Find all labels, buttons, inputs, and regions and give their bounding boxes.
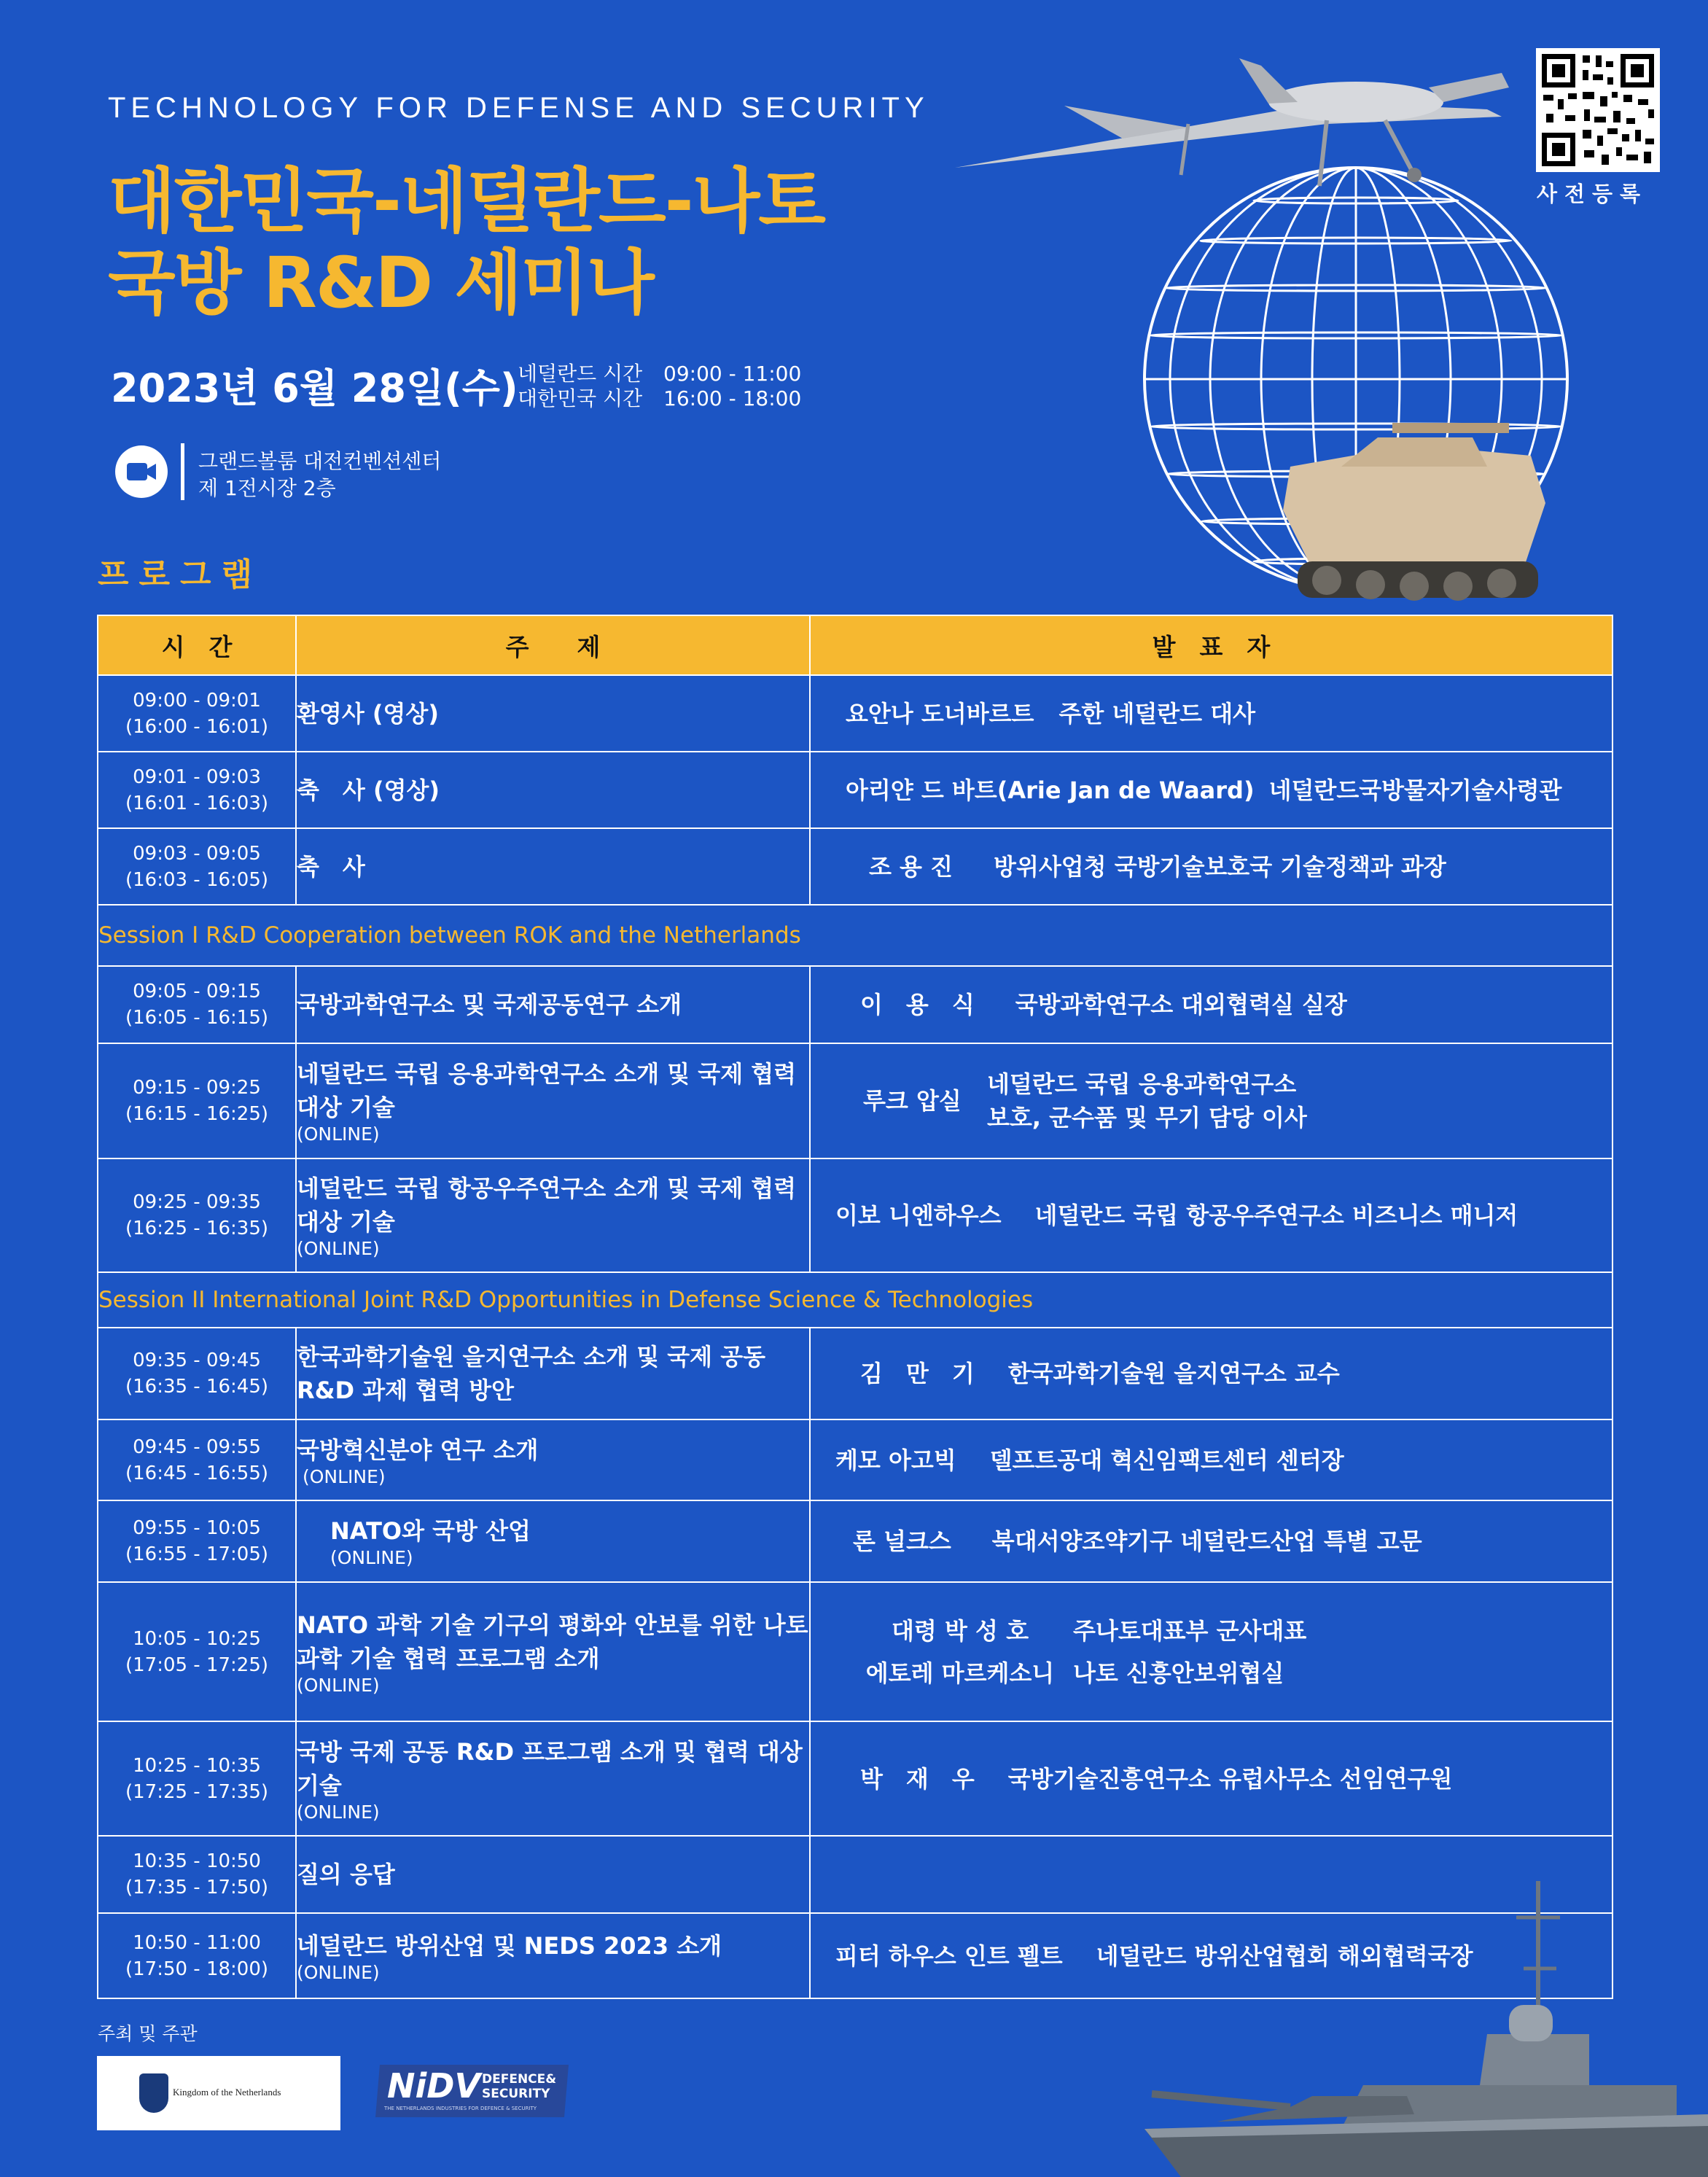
speaker-cell: 론 널크스 북대서양조약기구 네덜란드산업 특별 고문 <box>810 1500 1613 1582</box>
speaker-cell: 조 용 진 방위사업청 국방기술보호국 기술정책과 과장 <box>810 828 1613 905</box>
session2-title: Session II International Joint R&D Opportunities in Defense Science & Technologies <box>98 1272 1613 1328</box>
venue-line1: 그랜드볼룸 대전컨벤션센터 <box>198 449 442 473</box>
session-row <box>98 905 1613 966</box>
time-cell: 09:35 - 09:45 (16:35 - 16:45) <box>98 1328 296 1419</box>
speaker-cell: 이 용 식 국방과학연구소 대외협력실 실장 <box>810 966 1613 1043</box>
nidv-main: NiDV <box>387 2066 481 2106</box>
topic-cell: 한국과학기술원 을지연구소 소개 및 국제 공동 R&D 과제 협력 방안 <box>296 1328 810 1419</box>
venue-line2: 제 1전시장 2층 <box>198 476 336 500</box>
speaker-cell: 이보 니엔하우스 네덜란드 국립 항공우주연구소 비즈니스 매니저 <box>810 1158 1613 1272</box>
time-cell: 09:55 - 10:05 (16:55 - 17:05) <box>98 1500 296 1582</box>
col-header-topic: 주 제 <box>296 615 810 675</box>
table-row <box>98 675 1613 752</box>
topic-cell: 국방과학연구소 및 국제공동연구 소개 <box>296 966 810 1043</box>
coat-of-arms-icon <box>139 2073 168 2113</box>
event-title-line1: 대한민국-네덜란드-나토 <box>108 160 825 242</box>
col-header-speaker: 발 표 자 <box>810 615 1613 675</box>
speaker-cell: 피터 하우스 인트 펠트 네덜란드 방위산업협회 해외협력국장 <box>810 1913 1613 1998</box>
time-cell: 09:03 - 09:05 (16:03 - 16:05) <box>98 828 296 905</box>
logo-nl-text: Kingdom of the Netherlands <box>173 2087 281 2098</box>
defense-illustration <box>948 58 1618 627</box>
table-row <box>98 1043 1613 1158</box>
topic-cell: 네덜란드 국립 항공우주연구소 소개 및 국제 협력 대상 기술 (ONLINE) <box>296 1158 810 1272</box>
nl-time-value: 09:00 - 11:00 <box>663 362 802 386</box>
table-row <box>98 1158 1613 1272</box>
time-cell: 10:35 - 10:50 (17:35 - 17:50) <box>98 1836 296 1913</box>
time-cell: 09:25 - 09:35 (16:25 - 16:35) <box>98 1158 296 1272</box>
topic-cell: NATO 과학 기술 기구의 평화와 안보를 위한 나토 과학 기술 협력 프로그램 소개 (ONLINE) <box>296 1582 810 1721</box>
program-heading: 프로그램 <box>98 556 263 593</box>
session1-title: Session I R&D Cooperation between ROK and the Netherlands <box>98 905 1613 966</box>
time-cell: 09:05 - 09:15 (16:05 - 16:15) <box>98 966 296 1043</box>
warship-icon <box>1123 1866 1708 2177</box>
video-camera-icon <box>115 445 168 498</box>
netherlands-kingdom-logo <box>97 2056 340 2130</box>
table-row <box>98 966 1613 1043</box>
nl-time-label: 네덜란드 시간 <box>518 362 643 386</box>
table-row <box>98 1328 1613 1419</box>
table-row <box>98 1419 1613 1500</box>
kr-time-value: 16:00 - 18:00 <box>663 386 802 410</box>
speaker-cell: 김 만 기 한국과학기술원 을지연구소 교수 <box>810 1328 1613 1419</box>
time-cell: 09:15 - 09:25 (16:15 - 16:25) <box>98 1043 296 1158</box>
topic-cell: 국방 국제 공동 R&D 프로그램 소개 및 협력 대상 기술 (ONLINE) <box>296 1721 810 1836</box>
host-label: 주최 및 주관 <box>98 2023 198 2044</box>
speaker-cell: 대령 박 성 호 주나토대표부 군사대표 에토레 마르케소니 나토 신흥안보위협실 <box>810 1582 1613 1721</box>
time-cell: 10:50 - 11:00 (17:50 - 18:00) <box>98 1913 296 1998</box>
topic-cell: 질의 응답 <box>296 1836 810 1913</box>
session-row <box>98 1272 1613 1328</box>
table-row <box>98 1582 1613 1721</box>
table-row <box>98 1721 1613 1836</box>
topic-cell: 국방혁신분야 연구 소개 (ONLINE) <box>296 1419 810 1500</box>
qr-label: 사전등록 <box>1537 182 1648 206</box>
event-subtitle: TECHNOLOGY FOR DEFENSE AND SECURITY <box>108 92 929 124</box>
venue <box>198 448 441 502</box>
topic-cell: 환영사 (영상) <box>296 675 810 752</box>
speaker-cell: 루크 압실 네덜란드 국립 응용과학연구소 보호, 군수품 및 무기 담당 이사 <box>810 1043 1613 1158</box>
table-row <box>98 1500 1613 1582</box>
table-row <box>98 828 1613 905</box>
event-date: 2023년 6월 28일(수) <box>111 365 518 411</box>
topic-cell: 축 사 (영상) <box>296 752 810 828</box>
table-header-row <box>98 615 1613 675</box>
table-row <box>98 752 1613 828</box>
armored-vehicle-icon <box>1283 423 1545 601</box>
speaker-cell: 박 재 우 국방기술진흥연구소 유럽사무소 선임연구원 <box>810 1721 1613 1836</box>
time-cell: 09:01 - 09:03 (16:01 - 16:03) <box>98 752 296 828</box>
kr-time-label: 대한민국 시간 <box>518 386 643 410</box>
drone-icon <box>955 58 1509 186</box>
speaker-cell: 요안나 도너바르트 주한 네덜란드 대사 <box>810 675 1613 752</box>
speaker-cell: 케모 아고빅 델프트공대 혁신임팩트센터 센터장 <box>810 1419 1613 1500</box>
col-header-time: 시 간 <box>98 615 296 675</box>
topic-cell: 네덜란드 방위산업 및 NEDS 2023 소개 (ONLINE) <box>296 1913 810 1998</box>
time-zones <box>518 362 801 411</box>
time-cell: 09:45 - 09:55 (16:45 - 16:55) <box>98 1419 296 1500</box>
topic-cell: 축 사 <box>296 828 810 905</box>
nidv-tagline: THE NETHERLANDS INDUSTRIES FOR DEFENCE & SECURITY <box>384 2106 537 2111</box>
time-cell: 10:25 - 10:35 (17:25 - 17:35) <box>98 1721 296 1836</box>
time-cell: 09:00 - 09:01 (16:00 - 16:01) <box>98 675 296 752</box>
topic-cell: 네덜란드 국립 응용과학연구소 소개 및 국제 협력 대상 기술 (ONLINE) <box>296 1043 810 1158</box>
nidv-logo <box>375 2065 569 2117</box>
venue-divider <box>181 443 184 500</box>
program-table <box>97 615 1613 1999</box>
time-cell: 10:05 - 10:25 (17:05 - 17:25) <box>98 1582 296 1721</box>
nidv-sub: DEFENCE& SECURITY <box>482 2072 557 2101</box>
speaker-cell: 아리얀 드 바트(Arie Jan de Waard) 네덜란드국방물자기술사령관 <box>810 752 1613 828</box>
event-title-line2: 국방 R&D 세미나 <box>108 242 653 324</box>
topic-cell: NATO와 국방 산업 (ONLINE) <box>296 1500 810 1582</box>
